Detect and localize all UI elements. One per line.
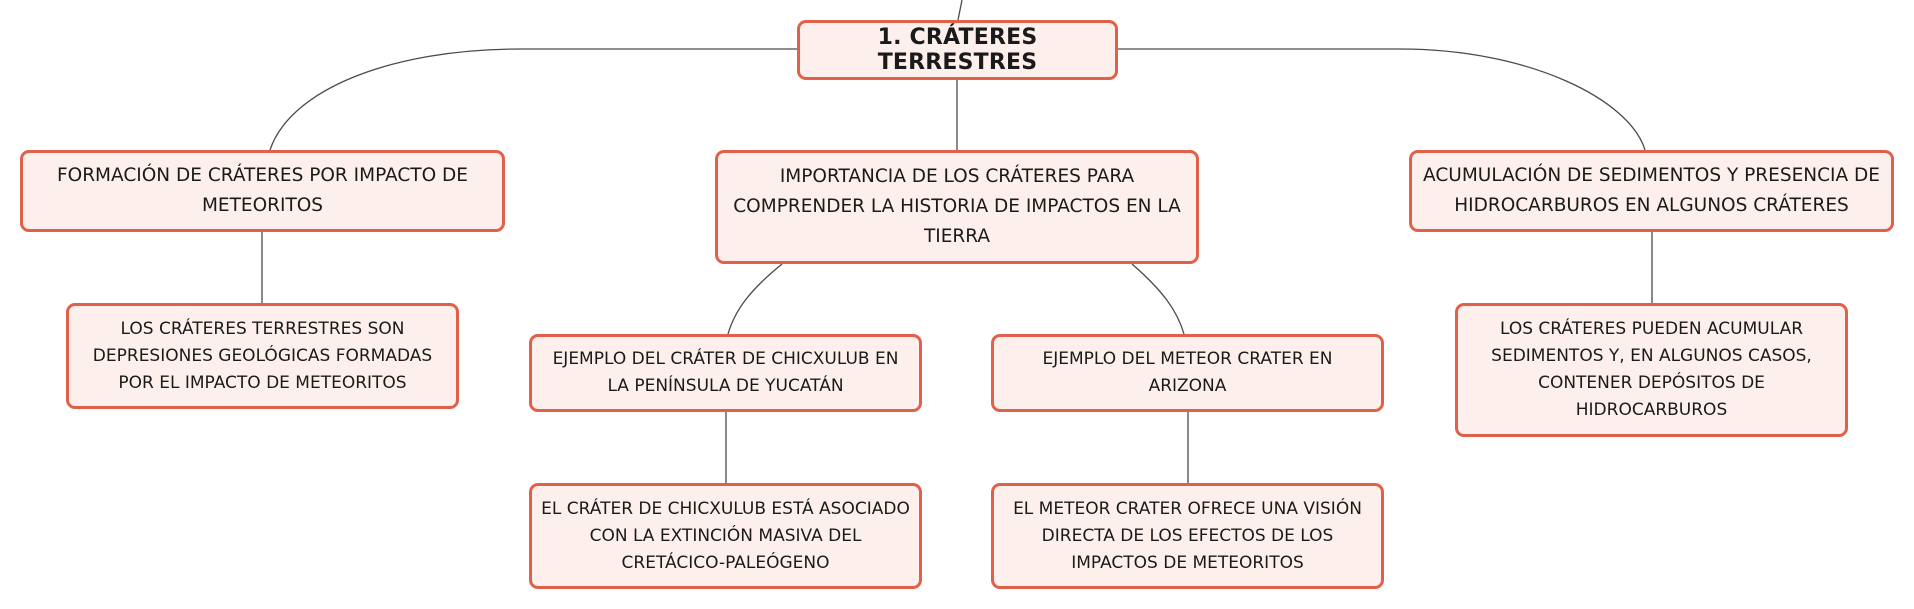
chicxulub-detail-label: EL CRÁTER DE CHICXULUB ESTÁ ASOCIADO CON LA EXTINCIÓN MASIVA DEL CRETÁCICO-PALEÓGENO (541, 498, 910, 573)
sediments-node-label: ACUMULACIÓN DE SEDIMENTOS Y PRESENCIA DE HIDROCARBUROS EN ALGUNOS CRÁTERES (1423, 165, 1880, 216)
meteor-node[interactable] (991, 334, 1384, 412)
connector-importance-to-chicxulub (728, 264, 782, 334)
chicxulub-node[interactable] (529, 334, 922, 412)
formation-detail-label: LOS CRÁTERES TERRESTRES SON DEPRESIONES GEOLÓGICAS FORMADAS POR EL IMPACTO DE METEORITOS (92, 318, 433, 393)
formation-node-label: FORMACIÓN DE CRÁTERES POR IMPACTO DE METEORITOS (57, 165, 468, 216)
meteor-detail-label: EL METEOR CRATER OFRECE UNA VISIÓN DIRECTA DE LOS EFECTOS DE LOS IMPACTOS DE METEORITOS (1013, 498, 1362, 573)
sediments-node[interactable] (1409, 150, 1894, 232)
sediments-detail-label: LOS CRÁTERES PUEDEN ACUMULAR SEDIMENTOS Y, EN ALGUNOS CASOS, CONTENER DEPÓSITOS DE HIDROCARBUROS (1491, 319, 1812, 420)
connector-parent-top (958, 0, 962, 20)
chicxulub-node-label: EJEMPLO DEL CRÁTER DE CHICXULUB EN LA PENÍNSULA DE YUCATÁN (552, 349, 899, 396)
meteor-detail-node[interactable] (991, 483, 1384, 589)
formation-node[interactable] (20, 150, 505, 232)
connector-root-to-sediments (1118, 49, 1645, 150)
importance-node-label: IMPORTANCIA DE LOS CRÁTERES PARA COMPRENDER LA HISTORIA DE IMPACTOS EN LA TIERRA (733, 166, 1181, 247)
connector-root-to-formation (270, 49, 797, 150)
connector-importance-to-meteor (1132, 264, 1184, 334)
root-node-label: 1. CRÁTERES TERRESTRES (877, 25, 1038, 75)
formation-detail-node[interactable] (66, 303, 459, 409)
chicxulub-detail-node[interactable] (529, 483, 922, 589)
sediments-detail-node[interactable] (1455, 303, 1848, 437)
meteor-node-label: EJEMPLO DEL METEOR CRATER EN ARIZONA (1042, 349, 1333, 396)
root-node[interactable] (797, 20, 1118, 80)
importance-node[interactable] (715, 150, 1199, 264)
